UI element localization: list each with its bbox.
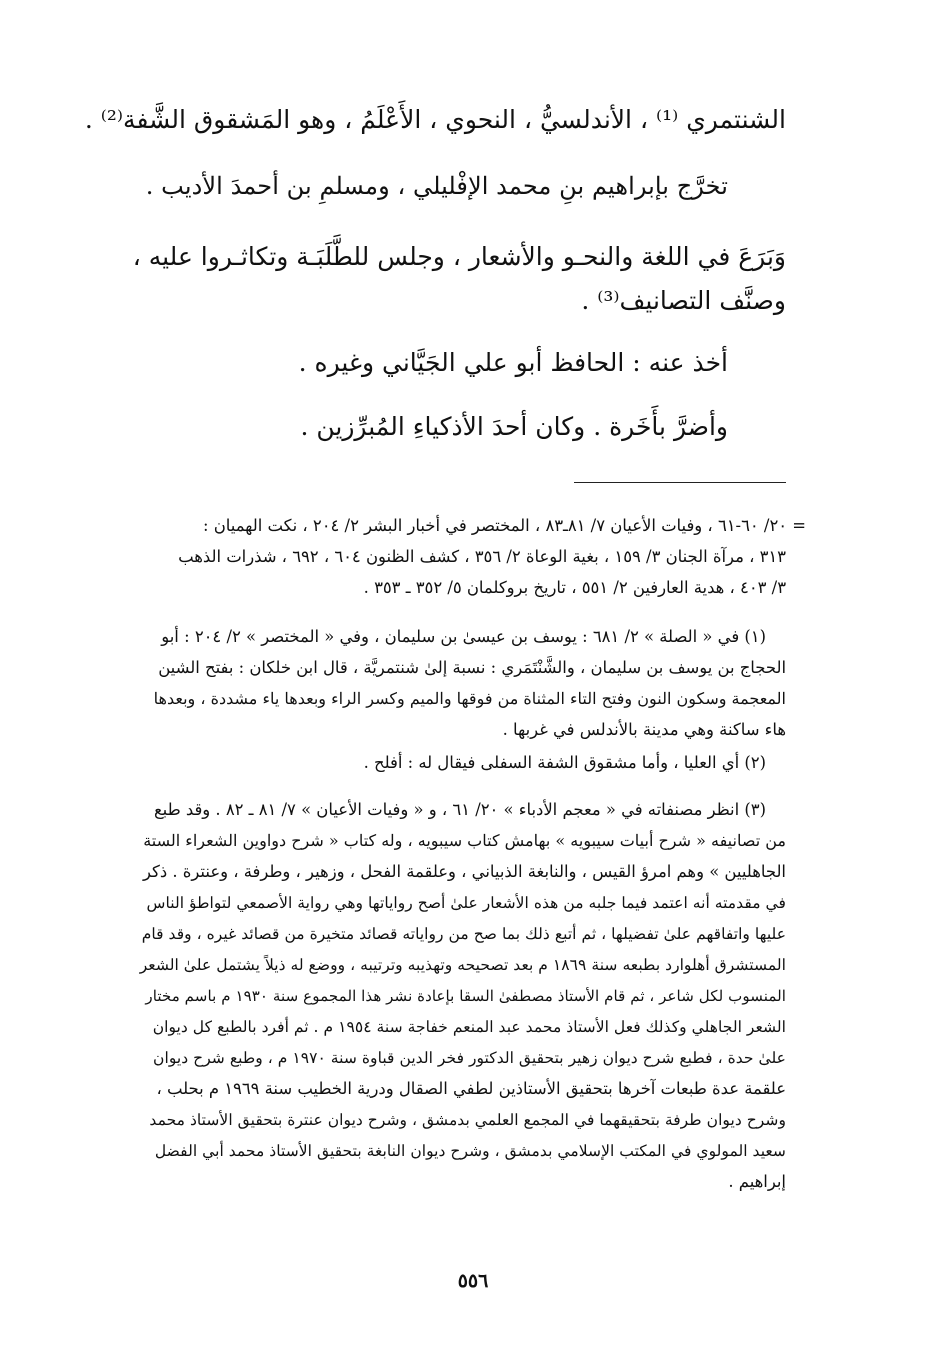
footnote-divider: [574, 482, 786, 483]
footnote-line-15: المنسوب لكل شاعر ، ثم قام الأستاذ مصطفىٰ السقا بإعادة نشر هذا المجموع سنة ١٩٣٠ م باسم مختار: [145, 987, 786, 1005]
footnote-line-19: وشرح ديوان طرفة بتحقيقهما في المجمع العلمي بدمشق ، وشرح ديوان عنترة بتحقيق الأستاذ محمد: [149, 1111, 786, 1129]
footnote-line-16: الشعر الجاهلي وكذلك فعل الأستاذ محمد عبد المنعم خفاجة سنة ١٩٥٤ م . ثم أفرد بالطبع كل ديوان: [152, 1018, 786, 1036]
footnote-line-4: (١) في « الصلة » ٢/ ٦٨١ : يوسف بن عيسىٰ بن سليمان ، وفي « المختصر » ٢/ ٢٠٤ : أبو: [161, 627, 766, 646]
footnote-line-17: علىٰ حدة ، فطبع شرح ديوان زهير بتحقيق الدكتور فخر الدين قباوة سنة ١٩٧٠ م ، وطبع شرح ديوان: [153, 1049, 786, 1067]
footnote-line-8: (٢) أي العليا ، وأما مشقوق الشفة السفلى فيقال له : أفلح .: [363, 753, 766, 772]
footnote-line-5: الحجاج بن يوسف بن سليمان ، والشَّنْتَمَري : نسبة إلىٰ شنتمريَّة ، قال ابن خلكان : بفتح الشين: [158, 658, 786, 677]
page-number: ٥٥٦: [457, 1270, 489, 1292]
main-text-line-5: أخذ عنه : الحافظ أبو علي الجَيَّاني وغيره .: [298, 348, 728, 377]
main-text-line-2: تخرَّج بإبراهيم بنِ محمد الإفْليلي ، ومسلمِ بن أحمدَ الأديب .: [145, 172, 728, 200]
main-text-line-1: الشنتمري ⁽¹⁾ ، الأندلسيُّ ، النحوي ، الأَعْلَمُ ، وهو المَشقوق الشَّفة⁽²⁾ .: [84, 105, 786, 134]
footnote-line-10: من تصانيفه « شرح أبيات سيبويه » بهامش كتاب سيبويه ، وله كتاب « شرح دواوين الشعراء الستة: [143, 831, 786, 850]
footnote-line-7: هاء ساكنة وهي مدينة بالأندلس في غربها .: [502, 720, 786, 739]
footnote-line-3: ٣/ ٤٠٣ ، هدية العارفين ٢/ ٥٥١ ، تاريخ بروكلمان ٥/ ٣٥٢ ـ ٣٥٣ .: [363, 578, 786, 597]
footnote-line-20: سعيد المولوي في المكتب الإسلامي بدمشق ، وشرح ديوان النابغة بتحقيق الأستاذ محمد أبي الفضل: [154, 1142, 786, 1160]
footnote-line-2: ٣١٣ ، مرآة الجنان ٣/ ١٥٩ ، بغية الوعاة ٢/ ٣٥٦ ، كشف الظنون ٦٠٤ ، ٦٩٢ ، شذرات الذهب: [178, 547, 786, 566]
footnote-line-13: عليها واتفاقهم علىٰ تفضيلها ، ثم أتبع ذلك بما صح من رواياته قصائد متخيرة من قصائد غيره ، وقد قام: [141, 925, 786, 943]
footnote-line-12: في مقدمته أنه اعتمد فيما جلبه من هذه الأشعار علىٰ أصح رواياتها وهي رواية الأصمعي لتواطؤ الناس: [146, 894, 786, 912]
footnote-line-11: الجاهليين » وهم امرؤ القيس ، والنابغة الذبياني ، وعلقمة الفحل ، وزهير ، وطرفة ، وعنترة . ذكر: [143, 862, 786, 881]
main-text-line-3: وَبَرَعَ في اللغة والنحـو والأشعار ، وجلس للطَّلَبَـة وتكاثـروا عليه ،: [132, 242, 786, 271]
main-text-line-6: وأضرَّ بأَخَرة . وكان أحدَ الأذكياءِ المُبرِّزين .: [300, 412, 728, 441]
main-text-line-4: وصنَّف التصانيف⁽³⁾ .: [581, 286, 786, 315]
footnote-line-6: المعجمة وسكون النون وفتح التاء المثناة من فوقها والميم وكسر الراء وبعدها ياء مشددة ، وبعدها: [153, 689, 786, 708]
footnote-line-18: علقمة عدة طبعات آخرها بتحقيق الأستاذين لطفي الصقال ودرية الخطيب سنة ١٩٦٩ م بحلب ،: [156, 1079, 786, 1098]
footnote-line-9: (٣) انظر مصنفاته في « معجم الأدباء » ٢٠/ ٦١ ، و « وفيات الأعيان » ٧/ ٨١ ـ ٨٢ . وقد طبع: [153, 800, 766, 819]
footnote-line-1: = ٢٠/ ٦٠-٦١ ، وفيات الأعيان ٧/ ٨١ـ٨٣ ، المختصر في أخبار البشر ٢/ ٢٠٤ ، نكت الهميان :: [202, 516, 806, 535]
footnote-line-21: إبراهيم .: [728, 1172, 786, 1191]
footnote-line-14: المستشرق أهلوارد بطبعه سنة ١٨٦٩ م بعد تصحيحه وتهذيبه وترتيبه ، ووضع له ذيلاً يشتمل علىٰ الشعر: [139, 956, 786, 974]
